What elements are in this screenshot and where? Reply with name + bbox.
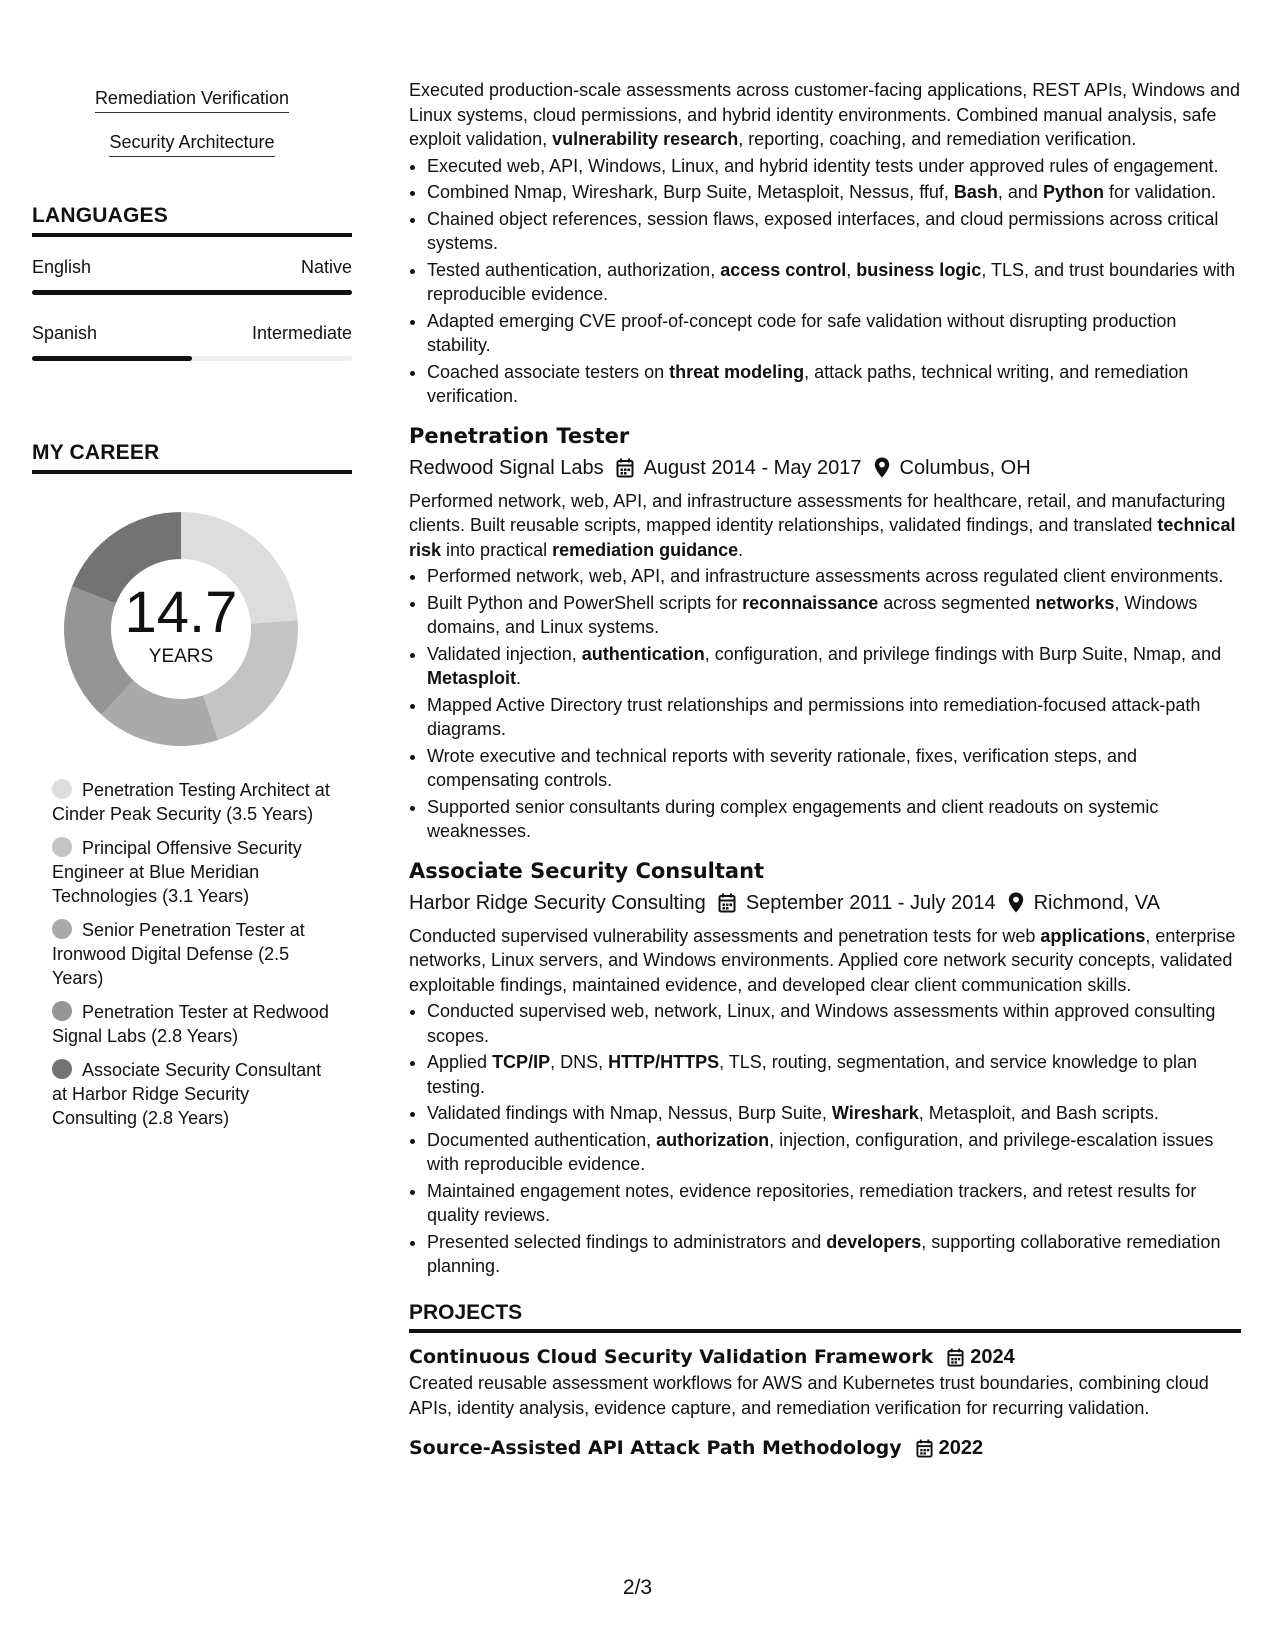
project-title: Continuous Cloud Security Validation Framework xyxy=(409,1346,934,1368)
text-run: , TLS, and trust boundaries with reproducible evidence. xyxy=(427,259,1236,304)
text-run: , TLS, routing, segmentation, and service knowledge to plan testing. xyxy=(427,1052,1198,1097)
bullet-item xyxy=(427,999,1241,1048)
emphasized-text: applications xyxy=(1040,925,1146,946)
career-legend-item xyxy=(52,778,332,826)
language-name: English xyxy=(32,257,92,277)
calendar-icon xyxy=(616,458,634,478)
project-entry xyxy=(409,1434,1241,1462)
text-run: Maintained engagement notes, evidence repositories, remediation trackers, and retest results for quality reviews. xyxy=(427,1180,1197,1225)
language-level: Native xyxy=(300,257,352,277)
job-entry xyxy=(409,856,1241,1279)
emphasized-text: threat modeling xyxy=(669,361,805,382)
language-proficiency-fill xyxy=(32,356,192,361)
role-summary xyxy=(409,78,1241,152)
text-run: , DNS, xyxy=(550,1052,609,1072)
text-run: , enterprise networks, Linux servers, and Windows environments. Applied core network security concepts, validated exploitable findings, maintained evidence, and developed clear client communication skills. xyxy=(409,925,1236,995)
bullet-item xyxy=(427,258,1241,307)
job-entry xyxy=(409,421,1241,844)
text-run: Coached associate testers on xyxy=(427,361,670,382)
language-name: Spanish xyxy=(32,323,98,343)
skill-tag: Security Architecture xyxy=(109,128,274,157)
career-legend-label: Associate Security Consultant at Harbor Ridge Security Consulting (2.8 Years) xyxy=(52,1060,322,1128)
text-run: Executed production-scale assessments across customer-facing applications, REST APIs, Windows and Linux systems, cloud permissions, and hybrid identity environments. Combined manual analysis, safe exploit validation, xyxy=(409,80,1241,149)
bullet-item xyxy=(427,154,1241,179)
project-title: Source-Assisted API Attack Path Methodology xyxy=(409,1437,902,1459)
emphasized-text: Wireshark xyxy=(831,1103,919,1123)
text-run: , attack paths, technical writing, and remediation verification. xyxy=(427,361,1189,406)
text-run: , reporting, coaching, and remediation verification. xyxy=(738,129,1137,149)
language-entry xyxy=(32,257,352,295)
text-run: Combined Nmap, Wireshark, Burp Suite, Metasploit, Nessus, ffuf, xyxy=(427,182,954,202)
text-run: . xyxy=(516,668,522,688)
location-pin-icon xyxy=(1008,892,1024,913)
text-run: , Windows domains, and Linux systems. xyxy=(427,592,1198,637)
career-legend-item xyxy=(52,836,332,908)
text-run: Documented authentication, xyxy=(427,1129,657,1150)
main-content xyxy=(409,78,1241,1462)
text-run: . xyxy=(738,539,744,560)
text-run: Executed web, API, Windows, Linux, and hybrid identity tests under approved rules of engagement. xyxy=(427,155,1219,176)
page-indicator: 2/3 xyxy=(622,1576,653,1599)
sidebar xyxy=(32,78,352,1140)
job-bullets xyxy=(409,999,1241,1279)
emphasized-text: authorization xyxy=(656,1129,770,1150)
career-legend-item xyxy=(52,1000,332,1048)
languages-heading: LANGUAGES xyxy=(32,204,352,237)
career-total-years: 14.7 xyxy=(124,580,238,645)
job-title: Penetration Tester xyxy=(409,423,630,448)
job-location: Columbus, OH xyxy=(899,456,1031,479)
projects-heading: PROJECTS xyxy=(409,1301,1241,1334)
legend-swatch-icon xyxy=(52,837,72,857)
bullet-item xyxy=(427,591,1241,640)
text-run: Supported senior consultants during complex engagements and client readouts on systemic weaknesses. xyxy=(427,796,1159,841)
project-entry xyxy=(409,1343,1241,1420)
skill-tags xyxy=(32,78,352,166)
job-company: Harbor Ridge Security Consulting xyxy=(409,891,706,914)
text-run: Tested authentication, authorization, xyxy=(427,259,721,280)
bullet-item xyxy=(427,360,1241,409)
text-run: into practical xyxy=(441,539,553,560)
legend-swatch-icon xyxy=(52,1001,72,1021)
emphasized-text: technical risk xyxy=(409,515,1236,560)
bullet-item xyxy=(427,642,1241,691)
emphasized-text: business logic xyxy=(856,259,982,280)
job-dates: August 2014 - May 2017 xyxy=(643,456,862,479)
career-unit-label: YEARS xyxy=(148,646,214,667)
language-proficiency-bar xyxy=(32,290,352,295)
language-level: Intermediate xyxy=(251,323,352,343)
text-run: Validated findings with Nmap, Nessus, Burp Suite, xyxy=(427,1103,832,1123)
career-legend xyxy=(52,778,332,1130)
text-run: Presented selected findings to administrators and xyxy=(427,1231,827,1252)
legend-swatch-icon xyxy=(52,1059,72,1079)
bullet-item xyxy=(427,180,1241,205)
emphasized-text: authentication xyxy=(581,643,705,664)
career-legend-label: Principal Offensive Security Engineer at Blue Meridian Technologies (3.1 Years) xyxy=(52,838,302,906)
language-proficiency-fill xyxy=(32,290,352,295)
project-year: 2022 xyxy=(938,1437,984,1459)
career-donut-chart xyxy=(54,502,308,756)
legend-swatch-icon xyxy=(52,919,72,939)
text-run: Performed network, web, API, and infrastructure assessments across regulated client environments. xyxy=(427,566,1224,586)
text-run: , configuration, and privilege findings with Burp Suite, Nmap, and xyxy=(704,643,1222,664)
bullet-item xyxy=(427,1128,1241,1177)
job-dates: September 2011 - July 2014 xyxy=(745,891,996,914)
bullet-item xyxy=(427,564,1241,589)
calendar-icon xyxy=(718,893,736,913)
text-run: Chained object references, session flaws, exposed interfaces, and cloud permissions across critical systems. xyxy=(427,208,1219,253)
project-year: 2024 xyxy=(970,1346,1015,1368)
bullet-item xyxy=(427,744,1241,793)
text-run: Applied xyxy=(427,1052,493,1072)
career-legend-label: Penetration Testing Architect at Cinder Peak Security (3.5 Years) xyxy=(52,780,330,824)
bullet-item xyxy=(427,795,1241,844)
language-proficiency-bar xyxy=(32,356,352,361)
emphasized-text: Metasploit xyxy=(427,668,517,688)
text-run: Built Python and PowerShell scripts for xyxy=(427,592,743,613)
emphasized-text: remediation guidance xyxy=(552,539,739,560)
job-summary xyxy=(409,489,1241,563)
job-company: Redwood Signal Labs xyxy=(409,456,604,479)
text-run: Wrote executive and technical reports with severity rationale, fixes, verification steps, and compensating controls. xyxy=(427,745,1138,790)
bullet-item xyxy=(427,1050,1241,1099)
bullet-item xyxy=(427,1179,1241,1228)
job-bullets xyxy=(409,564,1241,844)
job-meta xyxy=(409,453,1241,483)
job-location: Richmond, VA xyxy=(1033,891,1160,914)
bullet-item xyxy=(427,1230,1241,1279)
role-bullets xyxy=(409,154,1241,409)
emphasized-text: TCP/IP xyxy=(492,1052,551,1072)
career-heading: MY CAREER xyxy=(32,441,352,474)
calendar-icon xyxy=(916,1439,933,1458)
bullet-item xyxy=(427,309,1241,358)
text-run: , xyxy=(846,259,857,280)
language-entry xyxy=(32,323,352,361)
calendar-icon xyxy=(947,1348,964,1367)
legend-swatch-icon xyxy=(52,779,72,799)
bullet-item xyxy=(427,693,1241,742)
emphasized-text: vulnerability research xyxy=(552,129,739,149)
text-run: across segmented xyxy=(878,592,1036,613)
text-run: , supporting collaborative remediation planning. xyxy=(427,1231,1221,1276)
text-run: , and xyxy=(997,182,1043,202)
job-title: Associate Security Consultant xyxy=(409,858,765,883)
job-meta xyxy=(409,888,1241,918)
project-description: Created reusable assessment workflows for AWS and Kubernetes trust boundaries, combining cloud APIs, identity analysis, evidence capture, and remediation verification for recurring validation. xyxy=(409,1373,1209,1418)
job-summary xyxy=(409,924,1241,998)
career-legend-label: Penetration Tester at Redwood Signal Labs (2.8 Years) xyxy=(52,1002,329,1046)
emphasized-text: access control xyxy=(720,259,847,280)
text-run: for validation. xyxy=(1103,182,1217,202)
emphasized-text: networks xyxy=(1035,592,1115,613)
text-run: Conducted supervised vulnerability assessments and penetration tests for web xyxy=(409,925,1041,946)
career-legend-label: Senior Penetration Tester at Ironwood Digital Defense (2.5 Years) xyxy=(52,920,305,988)
skill-tag: Remediation Verification xyxy=(95,84,289,113)
text-run: Validated injection, xyxy=(427,643,582,664)
location-pin-icon xyxy=(874,457,890,478)
text-run: Conducted supervised web, network, Linux, and Windows assessments within approved consulting scopes. xyxy=(427,1001,1216,1046)
text-run: , Metasploit, and Bash scripts. xyxy=(918,1103,1159,1123)
emphasized-text: Python xyxy=(1042,182,1104,202)
emphasized-text: reconnaissance xyxy=(742,592,879,613)
emphasized-text: developers xyxy=(826,1231,922,1252)
text-run: Mapped Active Directory trust relationships and permissions into remediation-focused attack-path diagrams. xyxy=(427,694,1201,739)
career-legend-item xyxy=(52,918,332,990)
text-run: , injection, configuration, and privilege-escalation issues with reproducible evidence. xyxy=(427,1129,1214,1174)
emphasized-text: Bash xyxy=(953,182,998,202)
text-run: Adapted emerging CVE proof-of-concept code for safe validation without disrupting production stability. xyxy=(427,310,1177,355)
text-run: Performed network, web, API, and infrastructure assessments for healthcare, retail, and manufacturing clients. Built reusable scripts, mapped identity relationships, validated findings, and translated xyxy=(409,490,1226,535)
bullet-item xyxy=(427,207,1241,256)
emphasized-text: HTTP/HTTPS xyxy=(608,1052,720,1072)
bullet-item xyxy=(427,1101,1241,1126)
career-legend-item xyxy=(52,1058,332,1130)
